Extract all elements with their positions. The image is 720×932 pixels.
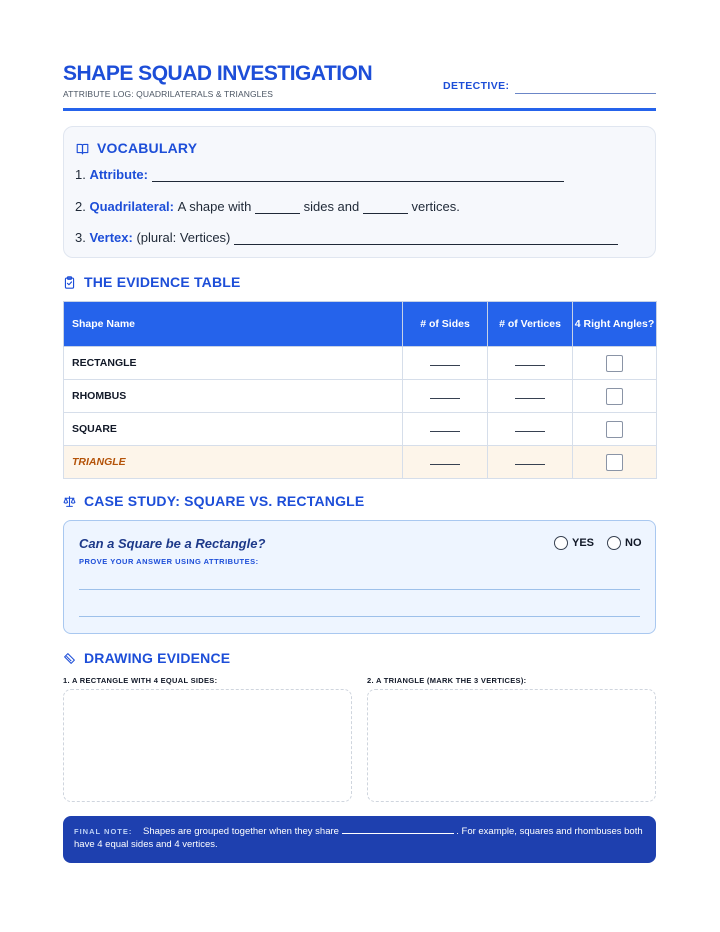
evidence-table (63, 301, 657, 479)
shape-name-cell: TRIANGLE (64, 446, 403, 479)
vertices-count-blank[interactable] (363, 202, 408, 214)
case-study-question: Can a Square be a Rectangle? (79, 536, 266, 551)
vocab-term: Quadrilateral: (89, 199, 174, 214)
vertex-definition-blank[interactable] (234, 233, 618, 245)
vocab-text: vertices. (411, 199, 460, 214)
column-header-vertices: # of Vertices (488, 302, 573, 347)
vocab-item-vertex (75, 230, 618, 245)
final-note-blank[interactable] (342, 825, 454, 834)
right-angles-cell (573, 347, 657, 380)
right-angles-cell (573, 446, 657, 479)
vocab-term: Vertex: (89, 230, 133, 245)
shape-name-cell: RECTANGLE (64, 347, 403, 380)
answer-line-1[interactable] (79, 589, 640, 590)
vertices-cell[interactable] (488, 380, 573, 413)
evidence-table-title (63, 274, 241, 290)
evidence-table-title-text: THE EVIDENCE TABLE (84, 274, 241, 290)
detective-name-field[interactable] (515, 93, 656, 94)
worksheet-header (63, 60, 656, 112)
vocabulary-title (76, 140, 197, 156)
no-option[interactable] (607, 536, 642, 550)
yes-option[interactable] (554, 536, 594, 550)
book-icon (76, 142, 89, 155)
case-study-title-text: CASE STUDY: SQUARE VS. RECTANGLE (84, 493, 365, 509)
yes-label: YES (572, 537, 595, 549)
final-note-label: FINAL NOTE: (74, 827, 133, 836)
sides-cell[interactable] (403, 446, 488, 479)
table-row (64, 347, 657, 380)
no-label: NO (625, 537, 642, 549)
vocab-number: 2. (75, 199, 86, 214)
final-note-box (63, 816, 656, 863)
right-angles-checkbox[interactable] (606, 421, 623, 438)
drawing-box-2-label: 2. A TRIANGLE (MARK THE 3 VERTICES): (367, 676, 527, 685)
sides-cell[interactable] (403, 413, 488, 446)
drawing-box-1-label: 1. A RECTANGLE WITH 4 EQUAL SIDES: (63, 676, 218, 685)
shape-name-cell: RHOMBUS (64, 380, 403, 413)
right-angles-checkbox[interactable] (606, 388, 623, 405)
shape-name-cell: SQUARE (64, 413, 403, 446)
column-header-right-angles: 4 Right Angles? (573, 302, 657, 347)
drawing-evidence-title (63, 650, 230, 666)
vocab-text: A shape with (177, 199, 252, 214)
final-note-text-b: . For example, squares and rhombuses both have 4 equal sides and 4 vertices. (74, 826, 643, 850)
vertices-cell[interactable] (488, 446, 573, 479)
vocab-number: 3. (75, 230, 86, 245)
vocabulary-section (63, 126, 656, 258)
header-divider (63, 108, 656, 111)
detective-label: DETECTIVE: (443, 80, 510, 92)
case-study-instructions: PROVE YOUR ANSWER USING ATTRIBUTES: (79, 557, 259, 566)
attribute-definition-blank[interactable] (152, 170, 564, 182)
right-angles-checkbox[interactable] (606, 355, 623, 372)
vocab-item-quadrilateral (75, 199, 460, 214)
no-radio[interactable] (607, 536, 621, 550)
yes-radio[interactable] (554, 536, 568, 550)
vocab-item-attribute (75, 167, 564, 182)
answer-line-2[interactable] (79, 616, 640, 617)
clipboard-check-icon (63, 276, 76, 289)
case-study-title (63, 493, 364, 509)
final-note-text-a: Shapes are grouped together when they share (143, 826, 339, 837)
drawing-evidence-title-text: DRAWING EVIDENCE (84, 650, 231, 666)
right-angles-checkbox[interactable] (606, 454, 623, 471)
vertices-cell[interactable] (488, 413, 573, 446)
column-header-shape-name: Shape Name (64, 302, 403, 347)
table-row (64, 413, 657, 446)
sides-cell[interactable] (403, 380, 488, 413)
pencil-ruler-icon (63, 652, 76, 665)
page-subtitle: ATTRIBUTE LOG: QUADRILATERALS & TRIANGLES (63, 89, 274, 99)
triangle-drawing-area[interactable] (367, 689, 656, 802)
page-title: SHAPE SQUAD INVESTIGATION (63, 62, 373, 85)
vertices-cell[interactable] (488, 347, 573, 380)
sides-count-blank[interactable] (255, 202, 300, 214)
case-study-box (63, 520, 656, 634)
table-header-row (64, 302, 657, 347)
vocab-number: 1. (75, 167, 86, 182)
vocabulary-title-text: VOCABULARY (97, 140, 198, 156)
right-angles-cell (573, 380, 657, 413)
sides-cell[interactable] (403, 347, 488, 380)
right-angles-cell (573, 413, 657, 446)
table-row (64, 380, 657, 413)
column-header-sides: # of Sides (403, 302, 488, 347)
vocab-term: Attribute: (89, 167, 148, 182)
vocab-text: (plural: Vertices) (136, 230, 231, 245)
balance-scale-icon (63, 495, 76, 508)
rectangle-drawing-area[interactable] (63, 689, 352, 802)
table-row (64, 446, 657, 479)
vocab-text: sides and (303, 199, 360, 214)
